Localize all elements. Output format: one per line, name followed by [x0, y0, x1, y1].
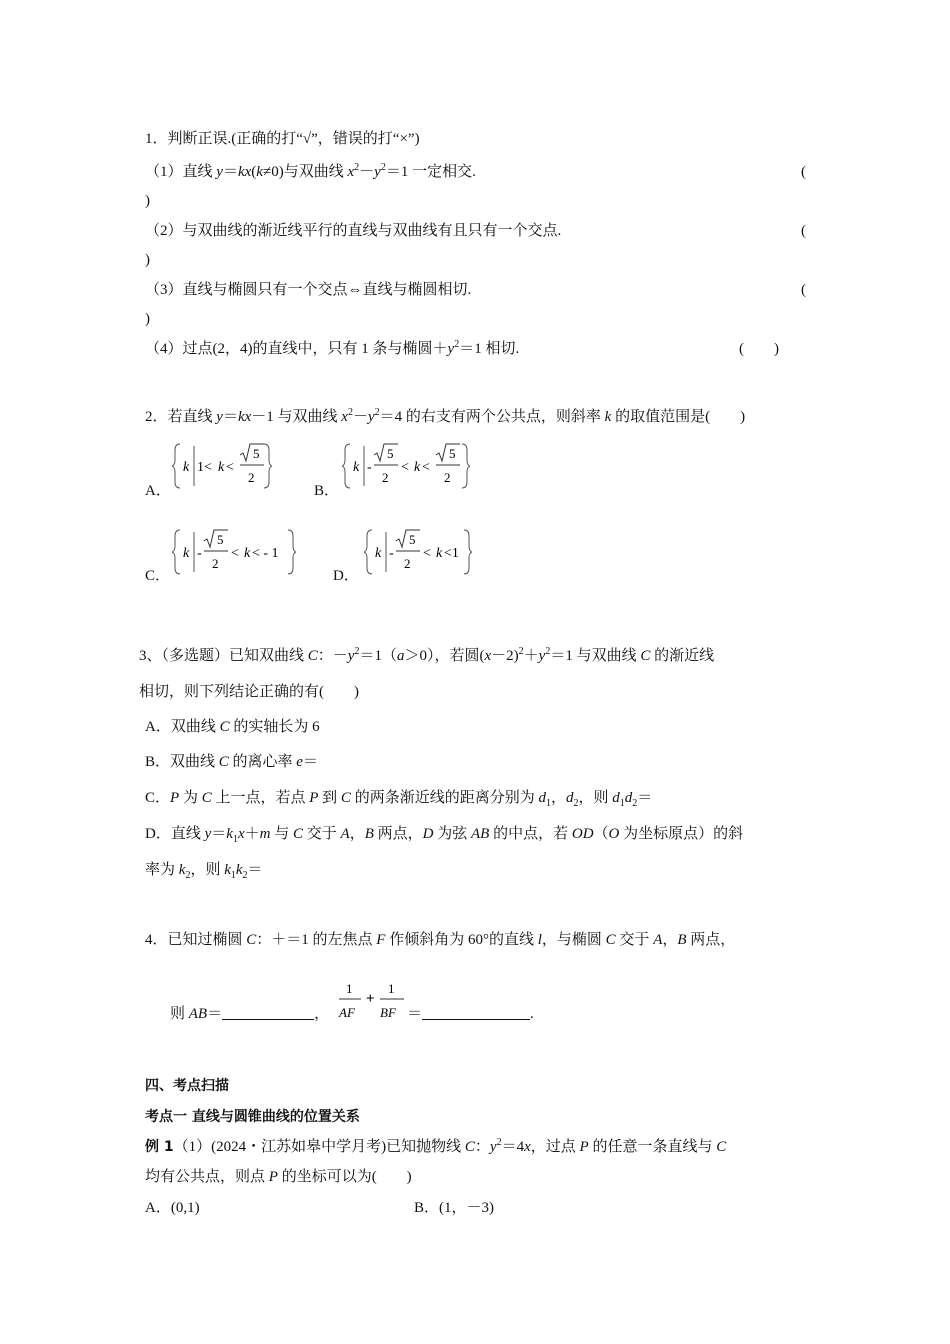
section-title: 四、考点扫描 — [145, 1078, 229, 1094]
svg-text:k: k — [353, 460, 360, 475]
section-subtitle: 考点一 直线与圆锥曲线的位置关系 — [145, 1109, 360, 1125]
svg-text:-: - — [197, 546, 202, 561]
svg-text:BF: BF — [380, 1005, 396, 1020]
svg-text:1<: 1< — [197, 460, 212, 475]
svg-text:1: 1 — [388, 981, 395, 996]
q1-item-2-answer-close: ) — [145, 252, 150, 268]
svg-text:<: < — [226, 460, 234, 475]
q2-option-a-label[interactable]: A． — [145, 483, 171, 499]
q1-item-4: （4）过点(2，4)的直线中，只有 1 条与椭圆$+y^2=1$ 相切. — [145, 339, 520, 357]
q2-option-b-label[interactable]: B． — [314, 483, 340, 499]
q1-item-4-answer[interactable]: ( ) — [739, 341, 779, 357]
q1-item-3-answer-close: ) — [145, 311, 150, 327]
q1-item-3: （3）直线与椭圆只有一个交点⇔直线与椭圆相切. — [145, 282, 472, 298]
q2-option-c-formula — [172, 526, 296, 578]
q2-option-b-formula — [342, 440, 470, 492]
q3-option-d[interactable]: D．直线 $y=k_1x+m$ 与 C 交于 A，B 两点，D 为弦 AB 的中点，若 OD（O 为坐标原点）的斜 — [145, 826, 744, 845]
q4-stem-line2-a: 则 AB＝ ， — [170, 1006, 330, 1022]
q2-option-d-label[interactable]: D． — [333, 568, 359, 584]
svg-text:<: < — [231, 546, 239, 561]
svg-text:<1: <1 — [444, 546, 459, 561]
svg-text:k: k — [183, 460, 190, 475]
example-1-line1: 例 1（1）(2024・江苏如皋中学月考)已知抛物线 C：$y^2=4x$，过点 P 的任意一条直线与 C — [145, 1137, 727, 1155]
q2-option-d-formula — [364, 526, 472, 578]
q3-stem-line1: 3、（多选题）已知双曲线 C：$-y^2=1(a>0)$，若圆$(x-2)^2+y^2=1$ 与双曲线 C 的渐近线 — [139, 646, 715, 664]
svg-text:2: 2 — [382, 470, 389, 485]
svg-text:AF: AF — [339, 1005, 355, 1020]
example-1-option-a[interactable]: A．(0,1) — [145, 1200, 200, 1216]
svg-text:k: k — [414, 460, 421, 475]
svg-text:5: 5 — [409, 532, 416, 547]
q4-stem-line2-b: ＝ . — [407, 1006, 534, 1022]
q3-option-d-line2: 率为 $k_2$，则 $k_1k_2=$ — [145, 862, 263, 881]
svg-text:2: 2 — [404, 556, 411, 571]
svg-text:k: k — [183, 546, 190, 561]
svg-text:-: - — [389, 546, 394, 561]
q3-stem-line2: 相切，则下列结论正确的有( ) — [139, 684, 359, 700]
svg-text:2: 2 — [248, 470, 255, 485]
q1-heading: 1．判断正误.(正确的打“√”，错误的打“×”) — [145, 131, 420, 147]
q3-option-a[interactable]: A．双曲线 C 的实轴长为 6 — [145, 719, 320, 735]
q3-option-c[interactable]: C．P 为 C 上一点，若点 P 到 C 的两条渐近线的距离分别为 $d_1$，$d_2$，则 $d_1d_2=$ — [145, 790, 653, 809]
svg-text:2: 2 — [444, 470, 451, 485]
svg-text:2: 2 — [212, 556, 219, 571]
svg-text:k: k — [375, 546, 382, 561]
svg-text:+: + — [366, 991, 375, 1007]
q4-blank-ab[interactable] — [222, 1005, 314, 1020]
q2-stem: 2．若直线 y＝kx－1 与双曲线 $x^2-y^2=4$ 的右支有两个公共点，则斜率 k 的取值范围是( ) — [145, 407, 746, 425]
svg-text:<: < — [422, 460, 430, 475]
example-1-option-b[interactable]: B．(1，－3) — [414, 1200, 494, 1216]
svg-text:5: 5 — [387, 446, 394, 461]
q1-item-2: （2）与双曲线的渐近线平行的直线与双曲线有且只有一个交点. — [145, 223, 562, 239]
q1-item-1-answer-close: ) — [145, 193, 150, 209]
svg-text:<: < — [401, 460, 409, 475]
svg-text:< - 1: < - 1 — [252, 546, 279, 561]
svg-text:-: - — [367, 460, 372, 475]
q4-blank-sum[interactable] — [422, 1005, 530, 1020]
svg-text:<: < — [423, 546, 431, 561]
example-1-line2: 均有公共点，则点 P 的坐标可以为( ) — [145, 1169, 412, 1185]
svg-text:k: k — [218, 460, 225, 475]
q2-option-a-formula — [172, 440, 272, 492]
svg-text:5: 5 — [253, 446, 260, 461]
svg-text:k: k — [436, 546, 443, 561]
q1-item-3-answer-open[interactable]: ( — [801, 282, 806, 298]
svg-text:5: 5 — [449, 446, 456, 461]
q2-option-c-label[interactable]: C． — [145, 568, 171, 584]
svg-text:5: 5 — [217, 532, 224, 547]
q1-item-2-answer-open[interactable]: ( — [801, 223, 806, 239]
q4-stem-line1: 4．已知过椭圆 C：＋＝1 的左焦点 F 作倾斜角为 60°的直线 l，与椭圆 C 交于 A，B 两点， — [145, 932, 736, 948]
q4-fraction-sum — [336, 976, 416, 1024]
q3-option-b[interactable]: B．双曲线 C 的离心率 e＝ — [145, 754, 318, 770]
q1-item-1-answer-open[interactable]: ( — [801, 164, 806, 180]
svg-text:k: k — [244, 546, 251, 561]
q1-item-1: （1）直线 y＝kx(k≠0)与双曲线 $x^2-y^2=1$ 一定相交. — [145, 162, 476, 180]
svg-text:1: 1 — [346, 981, 353, 996]
